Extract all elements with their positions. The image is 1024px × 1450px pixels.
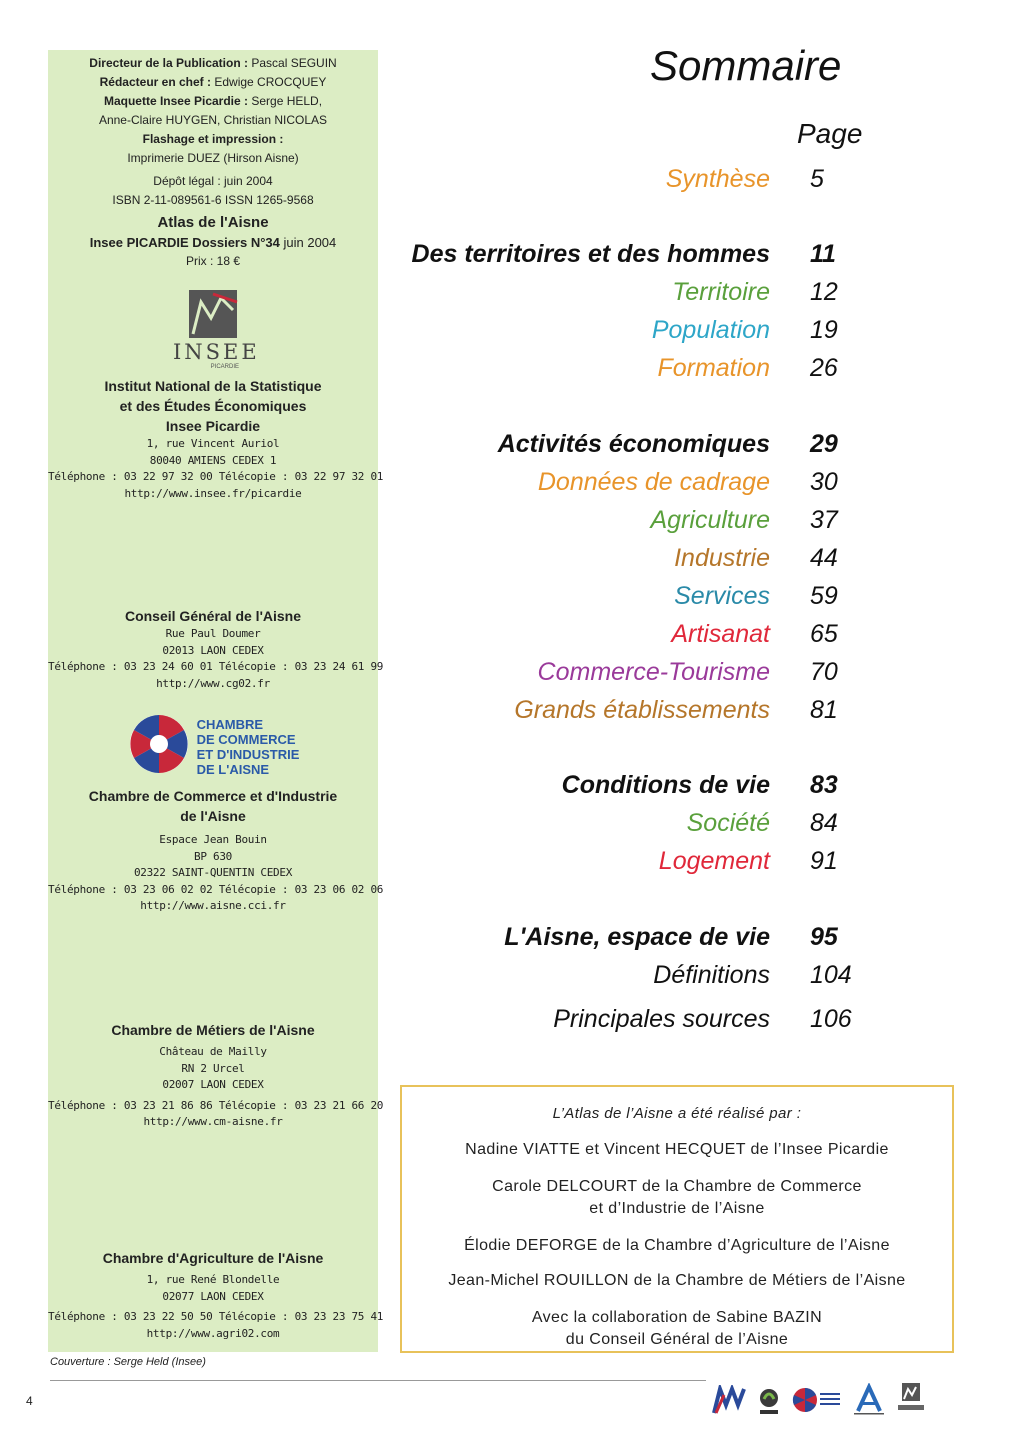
printer-name: Imprimerie DUEZ (Hirson Aisne) [127,151,299,165]
authors-line-3: Élodie DEFORGE de la Chambre d’Agriculture de l’Aisne [464,1237,890,1254]
cg-address-1: Rue Paul Doumer [165,627,261,640]
insee-mark-icon [187,288,239,340]
toc-entry-label[interactable]: Commerce-Tourisme [537,658,770,686]
cci-name-1: Chambre de Commerce et d'Industrie [88,788,338,804]
toc-entry-label[interactable]: Société [686,809,770,837]
toc-entry-page[interactable]: 5 [810,165,824,193]
toc-title: Sommaire [650,42,842,89]
toc-entry-page[interactable]: 95 [810,923,838,951]
toc-entry-label[interactable]: Définitions [653,961,770,989]
cm-address-3: 02007 LAON CEDEX [162,1078,264,1091]
insee-logo-word: INSEE [173,340,260,364]
insee-url[interactable]: http://www.insee.fr/picardie [124,486,302,500]
authors-line-4: Jean-Michel ROUILLON de la Chambre de Métiers de l’Aisne [448,1272,906,1289]
toc-entry-label[interactable]: Artisanat [671,620,770,648]
toc-entry-label[interactable]: Synthèse [665,165,770,193]
toc-entry-label[interactable]: Conditions de vie [561,771,770,799]
ca-name: Chambre d'Agriculture de l'Aisne [102,1250,324,1266]
toc-entry-label[interactable]: Population [651,316,770,344]
toc-entry-label[interactable]: Agriculture [650,506,770,534]
authors-line-2a: Carole DELCOURT de la Chambre de Commerce [492,1178,862,1195]
page-number: 4 [26,1394,33,1408]
authors-line-5b: du Conseil Général de l’Aisne [565,1331,789,1348]
toc-entry-page[interactable]: 106 [810,1005,852,1033]
director-name: Pascal SEGUIN [251,56,337,70]
dossier-date: juin 2004 [279,235,337,250]
publication-credits [48,54,378,271]
cover-credit: Couverture : Serge Held (Insee) [50,1356,206,1368]
toc-entry-page[interactable]: 104 [810,961,852,989]
toc-entry-label[interactable]: Logement [658,847,770,875]
cci-phone: Téléphone : 03 23 06 02 02 Télécopie : 03 23 06 02 06 [48,882,384,896]
toc-entry-label[interactable]: Services [674,582,770,610]
toc-entry-label[interactable]: Principales sources [553,1005,770,1033]
price: Prix : 18 € [185,254,241,268]
insee-footer-logo-icon [896,1381,926,1415]
insee-address-1: 1, rue Vincent Auriol [146,437,280,450]
footer-logos [712,1381,926,1415]
cci-address-2: BP 630 [194,849,232,863]
toc-entry-page[interactable]: 30 [810,468,838,496]
cci-logo-line-2: DE COMMERCE [196,731,296,747]
ca-url[interactable]: http://www.agri02.com [146,1326,280,1340]
cci-contact [48,786,384,915]
cci-emblem-icon [127,712,191,781]
toc-entry-page[interactable]: 65 [810,620,838,648]
toc-entry-page[interactable]: 44 [810,544,838,572]
cm-address-2: RN 2 Urcel [181,1061,245,1075]
isbn-issn: ISBN 2-11-089561-6 ISSN 1265-9568 [112,193,314,207]
authors-box [400,1085,954,1353]
layout-names-2: Anne-Claire HUYGEN, Christian NICOLAS [98,113,328,127]
cci-name-2: de l'Aisne [180,808,246,824]
cg-url[interactable]: http://www.cg02.fr [156,676,270,690]
toc-entry-page[interactable]: 83 [810,771,838,799]
chambre-metiers-logo-icon [712,1385,746,1415]
insee-contact [48,376,384,502]
toc-entry-page[interactable]: 26 [810,354,838,382]
ca-address-2: 02077 LAON CEDEX [162,1289,264,1303]
toc-entry-page[interactable]: 81 [810,696,838,724]
toc-entry-page[interactable]: 59 [810,582,838,610]
layout-label: Maquette Insee Picardie : [103,94,248,108]
insee-logo [48,288,378,371]
insee-logo-sub: PICARDIE [210,364,239,370]
ca-address-1: 1, rue René Blondelle [146,1273,280,1286]
insee-name-1: Institut National de la Statistique [104,378,322,394]
editor-name: Edwige CROCQUEY [214,75,327,89]
cci-address-1: Espace Jean Bouin [159,833,267,846]
toc-page-header: Page [797,118,863,149]
insee-phone: Téléphone : 03 22 97 32 00 Télécopie : 03 22 97 32 01 [48,470,384,483]
printing-label: Flashage et impression : [142,132,284,146]
layout-name: Serge HELD, [251,94,323,108]
cci-address-3: 02322 SAINT-QUENTIN CEDEX [133,866,293,879]
authors-line-1: Nadine VIATTE et Vincent HECQUET de l’Insee Picardie [465,1141,889,1158]
authors-intro: L’Atlas de l’Aisne a été réalisé par : [552,1105,802,1122]
cci-logo [48,712,378,781]
cg-name: Conseil Général de l'Aisne [124,608,302,624]
cci-logo-line-4: DE L'AISNE [196,761,270,777]
toc-entry-label[interactable]: Formation [657,354,770,382]
legal-deposit: Dépôt légal : juin 2004 [153,174,273,188]
editor-label: Rédacteur en chef : [99,75,211,89]
toc-entry-page[interactable]: 11 [810,240,836,268]
toc-entry-label[interactable]: L'Aisne, espace de vie [504,923,770,951]
cci-logo-line-3: ET D'INDUSTRIE [196,746,300,762]
cg-phone: Téléphone : 03 23 24 60 01 Télécopie : 03 23 24 61 99 [48,660,384,673]
cm-name: Chambre de Métiers de l'Aisne [111,1022,315,1038]
atlas-title: Atlas de l'Aisne [157,214,269,231]
cm-phone: Téléphone : 03 23 21 86 86 Télécopie : 03 23 21 66 20 [48,1098,384,1112]
ca-phone: Téléphone : 03 23 22 50 50 Télécopie : 03 23 23 75 41 [48,1310,384,1323]
conseil-general-contact [48,606,384,692]
toc-entry-page[interactable]: 37 [810,506,838,534]
cci-url[interactable]: http://www.aisne.cci.fr [140,899,286,912]
toc-entry-label[interactable]: Grands établissements [514,696,770,724]
cm-url[interactable]: http://www.cm-aisne.fr [143,1115,283,1128]
chambre-metiers-contact [48,1020,384,1131]
insee-address-2: 80040 AMIENS CEDEX 1 [149,453,277,467]
toc-entry-page[interactable]: 70 [810,658,838,686]
toc-entry-page[interactable]: 19 [810,316,838,344]
authors-line-5a: Avec la collaboration de Sabine BAZIN [531,1309,823,1326]
toc-entry-label[interactable]: Industrie [674,544,770,572]
director-label: Directeur de la Publication : [89,56,248,70]
cg-address-2: 02013 LAON CEDEX [162,643,264,657]
chambre-agriculture-logo-icon [756,1387,782,1415]
chambre-agriculture-contact [48,1248,384,1342]
footer-divider [50,1380,706,1381]
toc-entry-page[interactable]: 91 [810,847,838,875]
toc-entry-page[interactable]: 29 [810,430,838,458]
toc-entry-label[interactable]: Territoire [672,278,770,306]
conseil-general-logo-icon [852,1383,886,1415]
cci-footer-logo-icon [792,1385,842,1415]
cci-logo-line-1: CHAMBRE [196,716,264,732]
credits-sidebar [48,50,384,1352]
toc-entry-label[interactable]: Des territoires et des hommes [411,240,770,268]
authors-line-2b: et d’Industrie de l’Aisne [589,1200,765,1217]
dossier-number: Insee PICARDIE Dossiers N°34 [89,235,280,250]
insee-name-2: et des Études Économiques [119,398,307,414]
toc-entry-page[interactable]: 84 [810,809,838,837]
toc-entry-label[interactable]: Activités économiques [497,430,770,458]
toc-entry-page[interactable]: 12 [810,278,838,306]
insee-name-3: Insee Picardie [165,418,261,434]
toc-entry-label[interactable]: Données de cadrage [537,468,770,496]
cm-address-1: Château de Mailly [159,1045,267,1058]
